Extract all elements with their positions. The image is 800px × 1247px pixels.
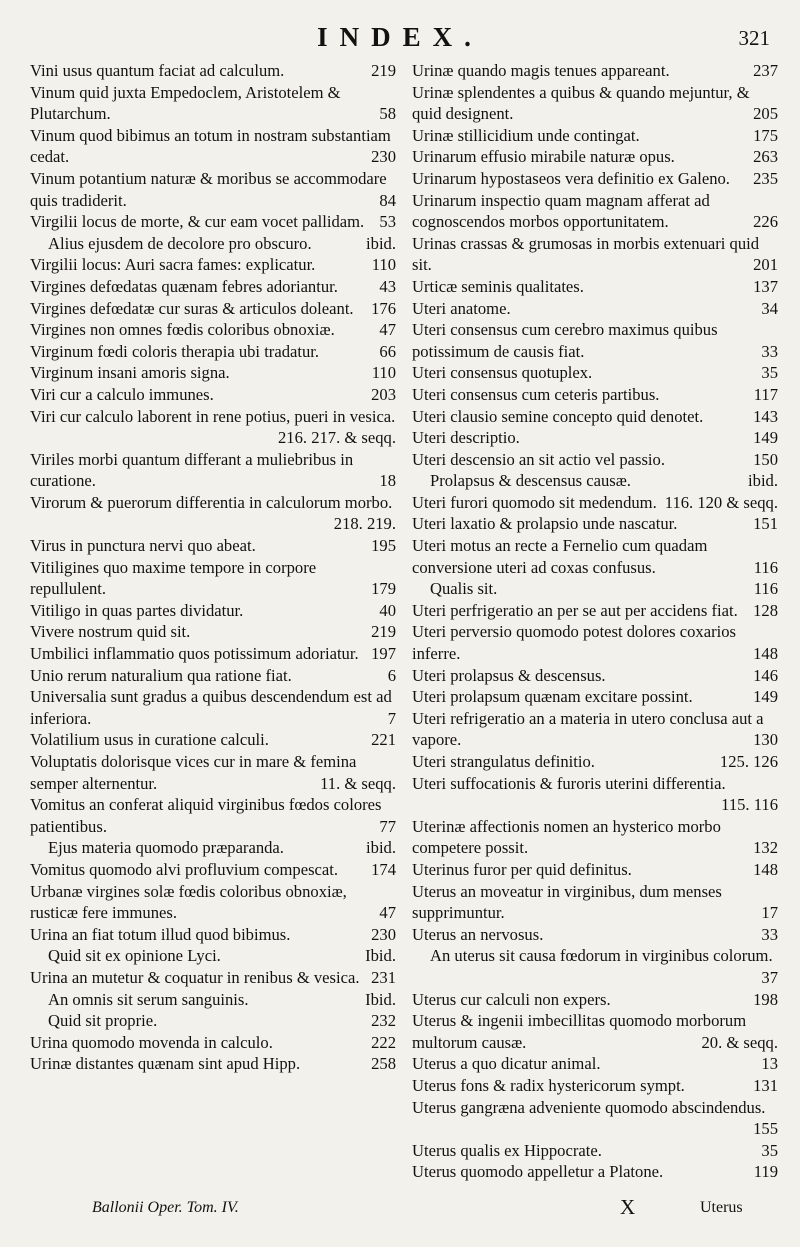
index-entry-page: 47 [379, 903, 396, 923]
index-entry-page: 20. & seqq. [701, 1032, 778, 1052]
index-entry-page: 150 [753, 449, 778, 469]
index-entry-text: Uterinus furor per quid definitus. [412, 859, 632, 879]
index-entry [412, 1140, 778, 1162]
index-entry [412, 125, 778, 147]
index-entry-text: Virus in punctura nervi quo abeat. [30, 536, 256, 556]
index-entry-text: Uterus qualis ex Hippocrate. [412, 1140, 602, 1160]
index-entry [412, 168, 778, 190]
index-entry-text: Uteri prolapsum quænam excitare possint. [412, 687, 693, 707]
index-entry-page: 230 [371, 924, 396, 944]
index-entry [30, 837, 396, 859]
index-entry-text: Uterus cur calculi non expers. [412, 989, 611, 1009]
index-entry-text: Uterus & ingenii imbecillitas quomodo morborum multorum causæ. [412, 1011, 747, 1052]
index-entry-page: 222 [371, 1032, 396, 1052]
index-entry-text: Vini usus quantum faciat ad calculum. [30, 61, 285, 80]
index-entry-page: 37 [761, 967, 778, 987]
index-entry [412, 470, 778, 492]
index-entry-page: 155 [753, 1119, 778, 1139]
index-entry [30, 1053, 396, 1075]
index-entry [30, 1010, 396, 1032]
index-entry-text: Urinæ quando magis tenues appareant. [412, 61, 670, 80]
index-entry [412, 384, 778, 406]
index-entry-text: Uteri anatome. [412, 298, 511, 318]
index-entry [30, 168, 396, 211]
index-entry [412, 924, 778, 946]
index-entry-text: Uteri consensus quotuplex. [412, 363, 593, 383]
index-entry [30, 621, 396, 643]
index-entry-text: Urinas crassas & grumosas in morbis extenuari quid sit. [412, 233, 760, 275]
index-entry-page: 218. 219. [333, 514, 396, 534]
index-entry-text: Uteri consensus cum ceteris partibus. [412, 384, 660, 404]
index-entry-page: 7 [387, 708, 396, 728]
index-entry-text: Uteri refrigeratio an a materia in utero conclusa aut a vapore. [412, 708, 764, 750]
index-entry [412, 146, 778, 168]
index-entry-text: Uteri descriptio. [412, 428, 520, 448]
index-columns [30, 60, 778, 1190]
index-entry [412, 708, 778, 751]
index-entry [30, 729, 396, 751]
index-entry-text: Uteri furori quomodo sit medendum. [412, 492, 657, 512]
index-entry-page: 13 [761, 1054, 778, 1074]
index-entry-page: 125. 126 [719, 752, 778, 771]
index-entry-text: Uteri descensio an sit actio vel passio. [412, 449, 665, 469]
index-entry-text: Uterinæ affectionis nomen an hysterico morbo competere possit. [412, 816, 721, 858]
index-entry-page: 149 [753, 428, 778, 448]
index-entry-page: 110 [371, 363, 396, 383]
index-entry-text: Vinum potantium naturæ & moribus se accommodare quis tradiderit. [30, 168, 387, 210]
index-entry-page: 179 [371, 579, 396, 599]
footer-catchword: Uterus [700, 1199, 743, 1216]
index-entry-page: 175 [753, 125, 778, 145]
index-entry-page: 198 [753, 989, 778, 1009]
index-entry-text: Uterus a quo dicatur animal. [412, 1054, 601, 1074]
index-entry-page: 53 [379, 212, 396, 232]
index-entry-text: Virgilii locus de morte, & cur eam vocet pallidam. [30, 212, 365, 232]
index-entry-page: 230 [371, 147, 396, 167]
index-entry-text: Quid sit proprie. [48, 1011, 158, 1031]
index-entry [412, 686, 778, 708]
index-entry-page: Ibid. [365, 989, 396, 1009]
index-entry-page: 226 [753, 212, 778, 232]
index-entry-page: 176 [371, 298, 396, 318]
index-entry-text: Urinæ distantes quænam sint apud Hipp. [30, 1054, 301, 1074]
index-entry [412, 989, 778, 1011]
right-column [412, 60, 778, 1190]
index-entry-page: 116 [753, 557, 778, 577]
index-entry [30, 881, 396, 924]
index-entry [30, 492, 396, 535]
index-entry-page: 148 [753, 859, 778, 879]
index-entry-page: 35 [761, 1140, 778, 1160]
index-entry [412, 233, 778, 276]
index-entry-page: 110 [371, 255, 396, 275]
index-entry-page: 174 [371, 859, 396, 879]
index-entry-page: 130 [753, 730, 778, 750]
index-entry-page: 232 [371, 1011, 396, 1031]
index-entry-page: 119 [753, 1162, 778, 1182]
index-entry [30, 1032, 396, 1054]
index-entry-page: 35 [761, 363, 778, 383]
index-entry [30, 384, 396, 406]
index-entry-text: Viriles morbi quantum differant a muliebribus in curatione. [30, 449, 354, 491]
index-entry [412, 513, 778, 535]
index-entry [412, 621, 778, 664]
index-entry [412, 1097, 778, 1140]
index-entry [30, 859, 396, 881]
index-entry [30, 535, 396, 557]
index-entry-text: Prolapsus & descensus causæ. [430, 471, 631, 491]
index-entry-text: Virgilii locus: Auri sacra fames: explicatur. [30, 255, 316, 275]
index-entry-text: Urina an mutetur & coquatur in renibus & vesica. [30, 967, 360, 987]
index-entry-text: Uterus fons & radix hystericorum sympt. [412, 1075, 685, 1095]
index-entry-page: 258 [371, 1054, 396, 1074]
index-entry-page: Ibid. [365, 946, 396, 966]
index-entry-page: 66 [379, 341, 396, 361]
index-entry [412, 773, 778, 816]
index-entry [412, 1161, 778, 1183]
index-entry-text: Uteri strangulatus definitio. [412, 752, 595, 771]
index-entry-page: 205 [753, 104, 778, 124]
index-entry [412, 1010, 778, 1053]
index-entry-text: Viri cur a calculo immunes. [30, 384, 214, 404]
index-entry-text: Uteri perversio quomodo potest dolores coxarios inferre. [412, 622, 736, 664]
index-entry [412, 60, 778, 82]
index-entry-text: Urinarum hypostaseos vera definitio ex Galeno. [412, 168, 730, 188]
index-entry [412, 945, 778, 988]
index-entry-page: 58 [379, 104, 396, 124]
index-entry [30, 967, 396, 989]
index-entry-text: Urticæ seminis qualitates. [412, 276, 584, 296]
page-title: INDEX. [317, 22, 483, 52]
index-entry [412, 535, 778, 578]
index-entry [412, 881, 778, 924]
left-column [30, 60, 396, 1190]
index-entry-page: 47 [379, 320, 396, 340]
index-entry-page: 40 [379, 600, 396, 620]
index-entry-page: 131 [753, 1075, 778, 1095]
index-entry [30, 60, 396, 82]
footer-book-title: Ballonii Oper. Tom. IV. [92, 1199, 239, 1216]
index-entry-text: Alius ejusdem de decolore pro obscuro. [48, 233, 312, 253]
index-entry-page: 132 [753, 838, 778, 858]
index-entry [30, 276, 396, 298]
index-entry [412, 1075, 778, 1097]
index-entry-page: 197 [371, 644, 396, 664]
index-entry-page: 34 [761, 298, 778, 318]
index-entry [30, 298, 396, 320]
index-entry [412, 665, 778, 687]
index-entry-page: 116 [753, 579, 778, 599]
index-entry [30, 82, 396, 125]
footer-signature: X [620, 1195, 636, 1219]
index-entry-page: 146 [753, 665, 778, 685]
index-entry [412, 449, 778, 471]
index-entry-page: 148 [753, 644, 778, 664]
page-footer [0, 1195, 800, 1225]
index-entry-text: Vomitus quomodo alvi profluvium compescat. [30, 859, 339, 879]
index-entry-text: Virginum insani amoris signa. [30, 363, 230, 383]
index-entry [30, 254, 396, 276]
index-entry [412, 319, 778, 362]
index-entry [30, 125, 396, 168]
index-entry-text: Virgines defœdatæ cur suras & articulos doleant. [30, 298, 354, 318]
index-entry-text: Uteri perfrigeratio an per se aut per accidens fiat. [412, 600, 738, 620]
index-entry-text: Vitiligo in quas partes dividatur. [30, 600, 244, 620]
index-entry [30, 600, 396, 622]
index-entry [412, 492, 778, 514]
index-entry [30, 557, 396, 600]
index-entry-text: Urina an fiat totum illud quod bibimus. [30, 924, 291, 944]
index-entry [30, 686, 396, 729]
index-entry-text: Voluptatis dolorisque vices cur in mare & femina semper alternentur. [30, 752, 357, 793]
index-entry-page: 219 [371, 61, 396, 80]
index-entry-text: Ejus materia quomodo præparanda. [48, 838, 284, 858]
index-entry [30, 924, 396, 946]
index-entry [30, 989, 396, 1011]
index-entry-page: 263 [753, 147, 778, 167]
index-entry-text: Umbilici inflammatio quos potissimum adoriatur. [30, 644, 359, 664]
index-entry-text: Virginum fœdi coloris therapia ubi tradatur. [30, 341, 320, 361]
index-entry [30, 665, 396, 687]
index-entry [412, 816, 778, 859]
index-entry-text: Volatilium usus in curatione calculi. [30, 730, 269, 750]
index-entry-page: 115. 116 [721, 795, 778, 815]
page-header [0, 22, 800, 58]
index-entry [412, 298, 778, 320]
index-entry-page: 18 [379, 471, 396, 491]
index-entry [412, 751, 778, 773]
index-entry-text: Urina quomodo movenda in calculo. [30, 1032, 273, 1052]
index-entry-text: Universalia sunt gradus a quibus descendendum est ad inferiora. [30, 687, 392, 728]
index-entry [412, 276, 778, 298]
index-entry-page: ibid. [748, 471, 778, 491]
index-entry-text: Vivere nostrum quid sit. [30, 622, 191, 642]
index-entry-page: 6 [387, 665, 396, 685]
index-entry [412, 578, 778, 600]
index-entry-text: Virgines defœdatas quænam febres adoriantur. [30, 276, 338, 296]
index-entry [412, 1053, 778, 1075]
index-entry [412, 362, 778, 384]
index-entry-page: ibid. [366, 233, 396, 253]
index-entry [30, 362, 396, 384]
index-entry-text: Urinæ stillicidium unde contingat. [412, 125, 640, 145]
index-entry-text: Viri cur calculo laborent in rene potius, pueri in vesica. [30, 406, 396, 426]
index-entry-text: Uteri prolapsus & descensus. [412, 665, 606, 685]
index-entry-text: Urbanæ virgines solæ fœdis coloribus obnoxiæ, rusticæ fere immunes. [30, 881, 347, 923]
index-entry [30, 449, 396, 492]
index-entry-page: 33 [761, 341, 778, 361]
index-entry-text: Uteri laxatio & prolapsio unde nascatur. [412, 514, 678, 534]
index-entry-text: Vomitus an conferat aliquid virginibus fœdos colores patientibus. [30, 795, 382, 836]
index-entry [30, 643, 396, 665]
index-entry-page: 203 [371, 384, 396, 404]
index-entry [30, 751, 396, 794]
index-entry-text: An uterus sit causa fœdorum in virginibus colorum. [430, 946, 773, 966]
index-entry-text: Uteri suffocationis & furoris uterini differentia. [412, 773, 726, 793]
index-entry-text: Qualis sit. [430, 579, 498, 599]
index-entry [412, 427, 778, 449]
index-entry [412, 190, 778, 233]
index-entry [30, 211, 396, 233]
index-entry-page: 216. 217. & seqq. [278, 428, 396, 448]
index-entry-page: 84 [379, 190, 396, 210]
index-entry-text: Virgines non omnes fœdis coloribus obnoxiæ. [30, 320, 335, 340]
index-entry-page: 43 [379, 276, 396, 296]
index-entry-page: 77 [379, 816, 396, 836]
index-entry-text: Uterus quomodo appelletur a Platone. [412, 1162, 664, 1182]
index-entry-text: Vitiligines quo maxime tempore in corpore repullulent. [30, 557, 317, 599]
index-entry-page: 128 [753, 600, 778, 620]
index-entry [412, 82, 778, 125]
index-entry-page: 143 [753, 406, 778, 426]
index-entry-page: 221 [371, 730, 396, 750]
index-entry-page: 117 [753, 384, 778, 404]
index-entry [412, 406, 778, 428]
index-entry-page: 116. 120 & seqq. [664, 492, 778, 512]
index-entry-page: 11. & seqq. [320, 773, 396, 793]
index-entry-text: Virorum & puerorum differentia in calculorum morbo. [30, 492, 393, 512]
index-entry [30, 794, 396, 837]
index-entry-page: 17 [761, 903, 778, 923]
page-number: 321 [738, 26, 770, 50]
index-entry-page: 231 [371, 967, 396, 987]
index-entry-page: 151 [753, 514, 778, 534]
index-entry [30, 406, 396, 449]
index-entry-text: Quid sit ex opinione Lyci. [48, 946, 221, 966]
index-entry-text: Vinum quid juxta Empedoclem, Aristotelem & Plutarchum. [30, 82, 341, 124]
index-entry [30, 945, 396, 967]
index-entry-text: Uteri consensus cum cerebro maximus quibus potissimum de causis fiat. [412, 320, 718, 361]
index-entry-page: 33 [761, 924, 778, 944]
index-entry-page: 237 [753, 61, 778, 80]
index-entry [30, 341, 396, 363]
index-entry-text: Unio rerum naturalium qua ratione fiat. [30, 665, 292, 685]
index-entry [30, 319, 396, 341]
index-entry-page: ibid. [366, 838, 396, 858]
index-entry-page: 149 [753, 687, 778, 707]
index-entry-page: 235 [753, 168, 778, 188]
index-entry-text: Uterus an nervosus. [412, 924, 544, 944]
index-entry-text: Vinum quod bibimus an totum in nostram substantiam cedat. [30, 125, 391, 167]
index-entry-text: Uterus an moveatur in virginibus, dum menses supprimuntur. [412, 881, 722, 923]
index-entry-text: Uterus gangræna adveniente quomodo abscindendus. [412, 1097, 766, 1117]
index-entry-text: Urinarum inspectio quam magnam afferat ad cognoscendos morbos opportunitatem. [412, 190, 710, 232]
index-entry-text: Uteri motus an recte a Fernelio cum quadam conversione uteri ad coxas confusus. [412, 536, 708, 577]
index-entry-page: 219 [371, 622, 396, 642]
index-entry-text: Uteri clausio semine concepto quid denotet. [412, 406, 704, 426]
index-entry-page: 201 [753, 255, 778, 275]
index-entry [412, 859, 778, 881]
index-entry-page: 137 [753, 276, 778, 296]
index-entry [412, 600, 778, 622]
index-entry-text: An omnis sit serum sanguinis. [48, 989, 249, 1009]
index-entry-page: 195 [371, 536, 396, 556]
index-entry [30, 233, 396, 255]
index-entry-text: Urinarum effusio mirabile naturæ opus. [412, 147, 675, 167]
index-entry-text: Urinæ splendentes a quibus & quando mejuntur, & quid designent. [412, 82, 750, 124]
